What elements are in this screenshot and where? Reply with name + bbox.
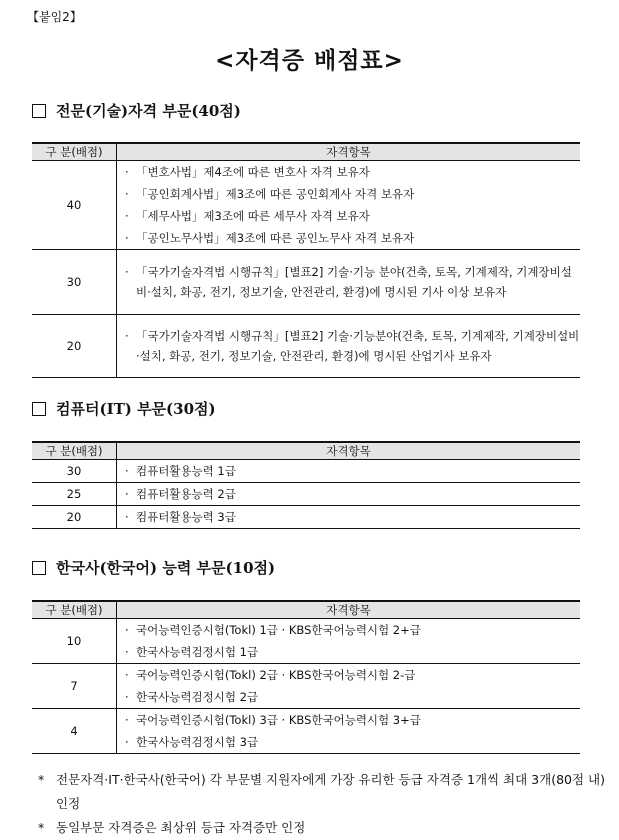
section-heading-text: 컴퓨터(IT) 부문(30점) <box>56 400 216 418</box>
score-cell: 20 <box>32 506 117 529</box>
col-header-score: 구 분(배점) <box>32 601 117 619</box>
table-row <box>32 483 580 506</box>
items-cell <box>117 664 581 709</box>
score-cell: 25 <box>32 483 117 506</box>
footnote-text: 동일부문 자격증은 최상위 등급 자격증만 인정 <box>56 820 306 835</box>
items-cell <box>117 460 581 483</box>
col-header-items: 자격항목 <box>117 143 581 161</box>
footnote <box>38 768 616 816</box>
items-cell <box>117 506 581 529</box>
list-item: · 「공인노무사법」제3조에 따른 공인노무사 자격 보유자 <box>117 227 580 249</box>
table-row <box>32 709 580 754</box>
score-cell: 40 <box>32 161 117 250</box>
section-heading-korean-history <box>32 557 275 578</box>
attachment-label: 【붙임2】 <box>27 10 82 24</box>
list-item: · 한국사능력검정시험 3급 <box>117 731 580 753</box>
table-row <box>32 664 580 709</box>
table-header-row <box>32 442 580 460</box>
items-cell <box>117 161 581 250</box>
list-item: · 「공인회계사법」제3조에 따른 공인회계사 자격 보유자 <box>117 183 580 205</box>
list-item: · 한국사능력검정시험 2급 <box>117 686 580 708</box>
section-heading-text: 전문(기술)자격 부문(40점) <box>56 102 241 120</box>
table-row <box>32 619 580 664</box>
table-header-row <box>32 601 580 619</box>
items-cell <box>117 619 581 664</box>
col-header-score: 구 분(배점) <box>32 442 117 460</box>
score-cell: 7 <box>32 664 117 709</box>
list-item: · 「국가기술자격법 시행규칙」[별표2] 기술·기능 분야(건축, 토목, 기계제작, 기계장비설비·설치, 화공, 전기, 정보기술, 안전관리, 환경)에 명시된 기사 이상 보유자 <box>117 262 580 302</box>
footnote <box>38 816 616 840</box>
score-cell: 4 <box>32 709 117 754</box>
square-bullet-icon <box>32 402 46 416</box>
items-cell <box>117 315 581 378</box>
list-item: · 한국사능력검정시험 1급 <box>117 641 580 663</box>
table-header-row <box>32 143 580 161</box>
table-row <box>32 250 580 315</box>
items-cell <box>117 483 581 506</box>
score-cell: 30 <box>32 250 117 315</box>
list-item: · 컴퓨터활용능력 2급 <box>117 483 580 505</box>
square-bullet-icon <box>32 561 46 575</box>
items-cell <box>117 709 581 754</box>
list-item: · 컴퓨터활용능력 3급 <box>117 506 580 528</box>
professional-cert-table <box>32 142 580 378</box>
col-header-score: 구 분(배점) <box>32 143 117 161</box>
table-row <box>32 506 580 529</box>
section-heading-it <box>32 398 216 419</box>
score-cell: 30 <box>32 460 117 483</box>
asterisk-icon: * <box>38 820 45 835</box>
list-item: · 국어능력인증시험(Tokl) 3급 · KBS한국어능력시험 3+급 <box>117 709 580 731</box>
document-title: <자격증 배점표> <box>215 48 404 74</box>
table-row <box>32 161 580 250</box>
section-heading-text: 한국사(한국어) 능력 부문(10점) <box>56 559 276 577</box>
korean-history-cert-table <box>32 600 580 754</box>
it-cert-table <box>32 441 580 529</box>
table-row <box>32 460 580 483</box>
col-header-items: 자격항목 <box>117 442 581 460</box>
col-header-items: 자격항목 <box>117 601 581 619</box>
score-cell: 20 <box>32 315 117 378</box>
list-item: · 「세무사법」제3조에 따른 세무사 자격 보유자 <box>117 205 580 227</box>
items-cell <box>117 250 581 315</box>
list-item: · 국어능력인증시험(Tokl) 2급 · KBS한국어능력시험 2-급 <box>117 664 580 686</box>
section-heading-professional <box>32 100 241 121</box>
footnotes <box>38 768 616 840</box>
list-item: · 국어능력인증시험(Tokl) 1급 · KBS한국어능력시험 2+급 <box>117 619 580 641</box>
list-item: · 컴퓨터활용능력 1급 <box>117 460 580 482</box>
score-cell: 10 <box>32 619 117 664</box>
list-item: · 「국가기술자격법 시행규칙」[별표2] 기술·기능분야(건축, 토목, 기계제작, 기계장비설비·설치, 화공, 전기, 정보기술, 안전관리, 환경)에 명시된 산업기사 보유자 <box>117 326 580 366</box>
list-item: · 「변호사법」제4조에 따른 변호사 자격 보유자 <box>117 161 580 183</box>
square-bullet-icon <box>32 104 46 118</box>
table-row <box>32 315 580 378</box>
asterisk-icon: * <box>38 772 45 787</box>
footnote-text: 전문자격·IT·한국사(한국어) 각 부문별 지원자에게 가장 유리한 등급 자격증 1개씩 최대 3개(80점 내) 인정 <box>56 772 605 811</box>
